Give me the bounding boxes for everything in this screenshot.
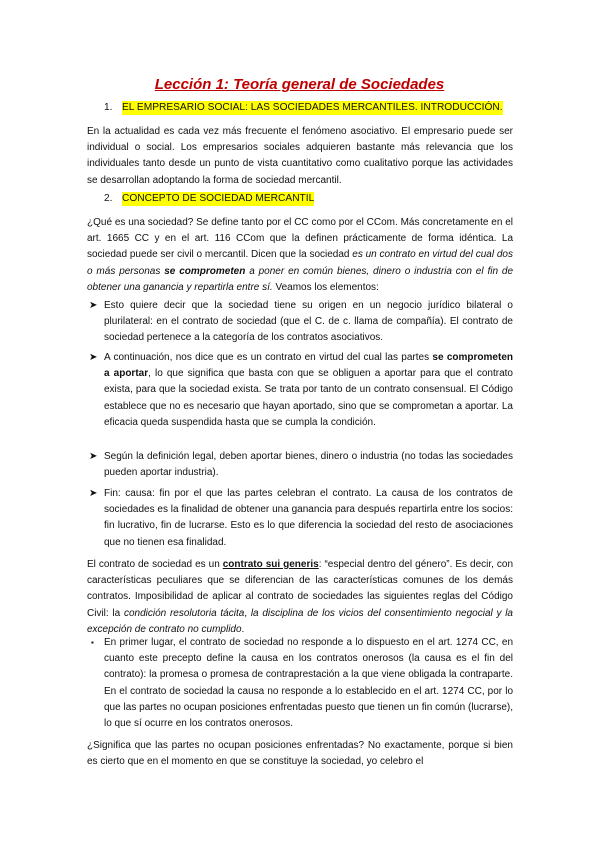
- list-item-text: Fin: causa: fin por el que las partes celebran el contrato. La causa de los contratos de sociedades es la finalidad de obtener una ganancia para después repartirla entre los socios: fin lucrativo, fin de lucrarse. Esto es lo que diferencia la sociedad del resto de asociaciones que no tienen esa finalidad.: [104, 488, 513, 548]
- list-item-text: En primer lugar, el contrato de sociedad no responde a lo dispuesto en el art. 1274 CC, en cuanto este precepto define la causa en los contratos onerosos (la causa es el fin del contrato): la promesa o promesa de contraprestación a la que viene obligada la contraparte. En el contrato de sociedad la causa no responde a lo establecido en el art. 1274 CC, por lo que las partes no ocupan posiciones enfrentadas puesto que tienen un fin común (lucrarse), lo que sí ocurre en los contratos onerosos.: [104, 637, 513, 730]
- section-heading-text: CONCEPTO DE SOCIEDAD MERCANTIL: [122, 193, 315, 204]
- text-run: : “especial dentro del género”. Es decir, con características peculiares que se diferencian de las características comunes de los demás contratos. Imposibilidad de aplicar al contrato de sociedades las siguientes reglas del Código Civil: la: [87, 559, 514, 619]
- arrow-bullet-icon: ➤: [89, 451, 98, 462]
- text-run: ¿Qué es una sociedad? Se define tanto por el CC como por el CCom. Más concretamente en el art. 1665 CC y en el art. 116 CCom que la definen prácticamente de forma idéntica. La sociedad puede ser civil o mercantil. Dicen que la sociedad: [87, 217, 513, 261]
- section-heading-text: EL EMPRESARIO SOCIAL: LAS SOCIEDADES MERCANTILES. INTRODUCCIÓN.: [122, 102, 503, 113]
- square-bullet-icon: ▪: [91, 638, 94, 647]
- page-title: Lección 1: Teoría general de Sociedades: [154, 76, 445, 93]
- arrow-bullet-icon: ➤: [89, 300, 98, 311]
- text-run: A continuación, nos dice que es un contrato en virtud del cual las partes: [104, 352, 433, 363]
- paragraph-definition: [87, 215, 513, 296]
- text-run: El contrato de sociedad es un: [87, 559, 223, 570]
- text-run-bold: se comprometen a aportar: [104, 352, 513, 380]
- text-run-bold-italic: se comprometen: [164, 265, 246, 277]
- paragraph-intro: En la actualidad es cada vez más frecuente el fenómeno asociativo. El empresario puede ser individual o social. Los empresarios sociales adquieren bastante más relevancia que los individuales tanto desde un punto de vista cuantitativo como cualitativo porque las actividades se desarrollan adoptando la forma de sociedad mercantil.: [87, 126, 513, 186]
- arrow-bullet-icon: ➤: [89, 488, 98, 499]
- text-run: ,: [244, 607, 251, 619]
- text-run: Veamos los elementos:: [272, 281, 379, 293]
- paragraph-last: ¿Significa que las partes no ocupan posiciones enfrentadas? No exactamente, porque si bien es cierto que en el momento en que se constituye la sociedad, yo celebro el: [87, 740, 513, 768]
- text-run-italic: condición resolutoria tácita: [123, 607, 245, 619]
- arrow-bullet-icon: ➤: [89, 352, 98, 363]
- text-run-underlined: contrato sui generis: [222, 559, 319, 570]
- text-run-italic: es un contrato en virtud del cual dos o más personas: [87, 249, 513, 277]
- text-run-italic: a poner en común bienes, dinero o industria con el fin de obtener una ganancia y repartirla entre sí.: [87, 265, 514, 293]
- list-item-text: Esto quiere decir que la sociedad tiene su origen en un negocio jurídico bilateral o plurilateral: en el contrato de sociedad (que el C. de c. llama de compañía). El contrato de sociedad pertenece a la categoría de los contratos asociativos.: [104, 300, 513, 344]
- list-item-text: Según la definición legal, deben aportar bienes, dinero o industria (no todas las sociedades pueden aportar industria).: [104, 451, 513, 479]
- section-number: 2.: [104, 193, 113, 204]
- paragraph-sui-generis: [87, 557, 513, 638]
- text-run: .: [241, 623, 245, 635]
- text-run: , lo que significa que basta con que se obliguen a aportar para que el contrato exista, para que la sociedad exista. Se trata por tanto de un contrato consensual. El Código establece que no es necesario que hayan aportado, sino que se comprometan a aportar. La eficacia queda suspendida hasta que se cumpla la condición.: [104, 368, 513, 428]
- list-item-text: [104, 350, 513, 431]
- text-run-italic: la disciplina de los vicios del consentimiento negocial y la excepción de contrato no cumplido: [87, 607, 513, 635]
- section-number: 1.: [104, 102, 113, 113]
